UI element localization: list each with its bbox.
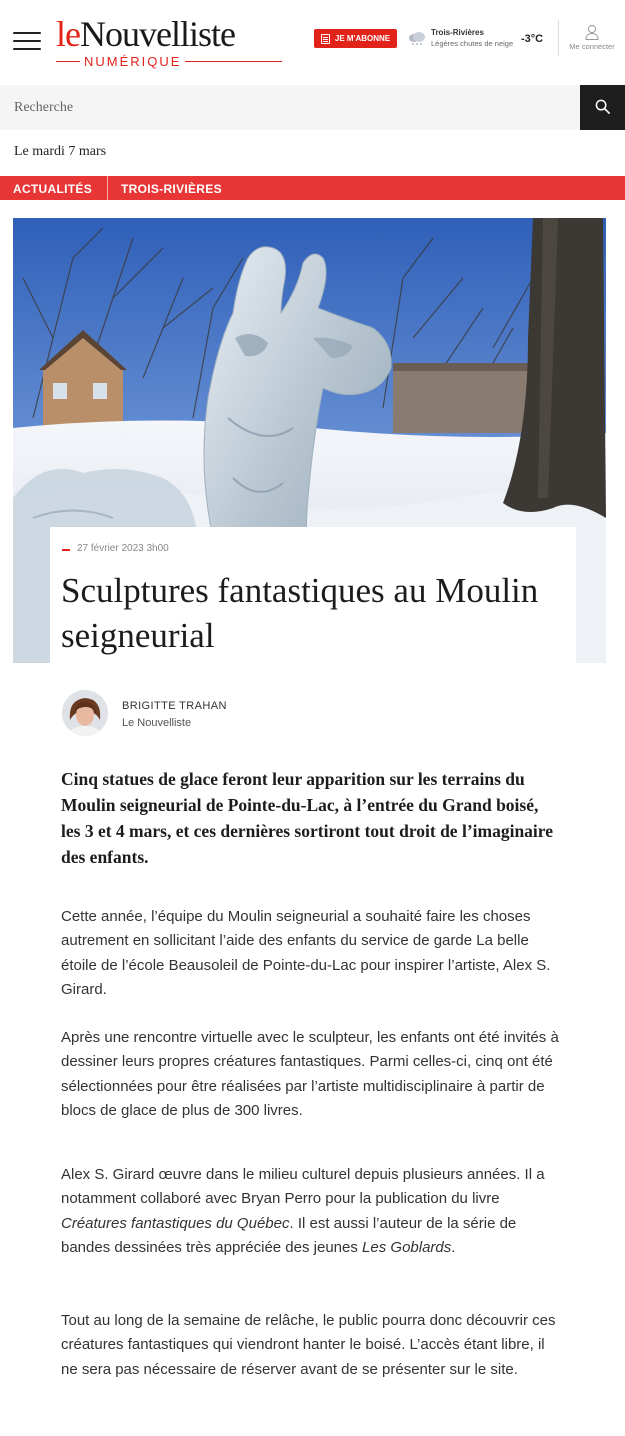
current-date: Le mardi 7 mars [14,144,107,159]
search-bar [0,85,625,130]
login-label: Me connecter [569,42,615,51]
date-accent [62,549,70,551]
subscribe-label: JE M'ABONNE [334,34,391,43]
search-button[interactable] [580,85,625,130]
subscribe-button[interactable] [314,29,397,48]
site-logo[interactable] [56,12,282,72]
series-title: Les Goblards [362,1238,452,1256]
publish-date: 27 février 2023 3h00 [77,543,169,554]
article-paragraph [61,1163,561,1260]
login-button[interactable] [562,24,622,54]
paragraph-text: . [451,1238,456,1256]
search-input[interactable] [0,85,580,130]
logo-wordmark: leNouvelliste [56,14,235,54]
weather-widget[interactable] [408,27,548,53]
category-bar [0,176,625,200]
headline-card [50,527,576,665]
article-paragraph: Après une rencontre virtuelle avec le sculpteur, les enfants ont été invités à dessiner leurs propres créatures fantastiques. Parmi celles-ci, cinq ont été sélectionnées pour être réalisées par l’artiste multidisciplinaire à partir de blocs de glace de plus de 300 livres. [61,1029,559,1119]
article-paragraph: Tout au long de la semaine de relâche, le public pourra donc découvrir ces créatures fantastiques qui viendront hanter le boisé. L’accès étant libre, il ne sera pas nécessaire de réserver avant de se présenter sur le site. [61,1312,556,1378]
article-title: Sculptures fantastiques au Moulin seigneurial [61,571,539,655]
snow-cloud-icon [408,31,426,45]
author-name[interactable]: BRIGITTE TRAHAN [122,700,227,712]
header-divider [558,20,559,56]
newspaper-icon [321,34,330,44]
menu-icon[interactable] [13,30,41,52]
book-title: Créatures fantastiques du Québec [61,1214,290,1232]
weather-city: Trois-Rivières [431,28,484,37]
search-icon [595,99,610,114]
category-trois-rivieres[interactable]: TROIS-RIVIÈRES [121,182,222,196]
logo-subtitle: NUMÉRIQUE [80,54,185,70]
author-photo [62,690,108,736]
article-lead: Cinq statues de glace feront leur apparition sur les terrains du Moulin seigneurial de Pointe-du-Lac, à l’entrée du Grand boisé, les 3 et 4 mars, et ces dernières sortiront tout droit de l’imaginaire des enfants. [61,769,554,867]
weather-description: Légères chutes de neige [431,39,514,48]
user-icon [585,24,599,40]
category-divider [107,176,108,200]
site-header [0,0,625,86]
paragraph-text: Alex S. Girard œuvre dans le milieu culturel depuis plusieurs années. Il a notamment collaboré avec Bryan Perro pour la publication du livre [61,1166,545,1208]
paragraph-text: . Il est aussi l’auteur de la série de bandes dessinées très appréciée des jeunes [61,1214,517,1256]
category-actualites[interactable]: ACTUALITÉS [13,182,92,196]
author-organization: Le Nouvelliste [122,717,192,729]
author-avatar[interactable] [62,690,108,736]
article-paragraph: Cette année, l’équipe du Moulin seigneurial a souhaité faire les choses autrement en sollicitant l’aide des enfants du service de garde La belle étoile de l’école Beausoleil de Pointe-du-Lac pour inspirer l’artiste, Alex S. Girard. [61,908,551,998]
weather-temperature: -3°C [521,33,544,45]
